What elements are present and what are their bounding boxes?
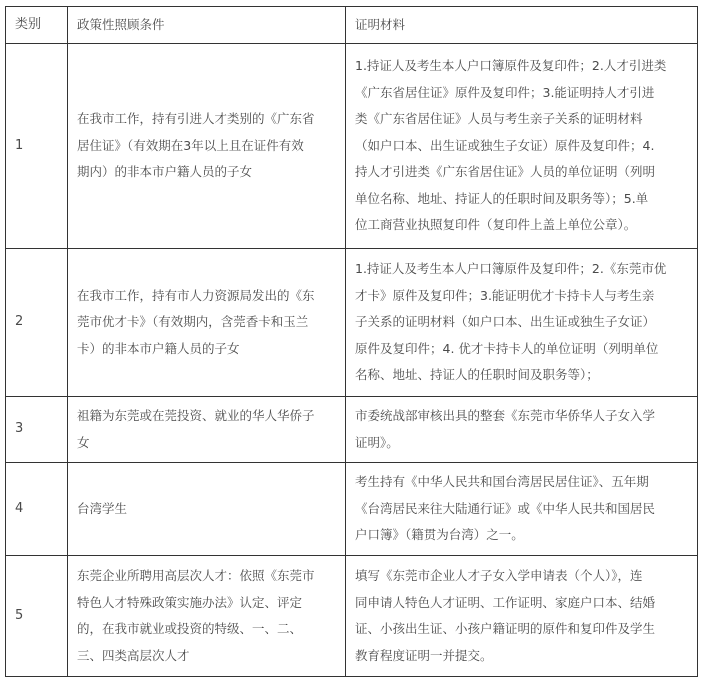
materials-cell-line: 市委统战部审核出具的整套《东莞市华侨华人子女入学 (355, 408, 656, 423)
materials-cell-line: 证明》。 (355, 434, 399, 450)
materials-cell-line: 《广东省居住证》原件及复印件；3.能证明持人才引进 (355, 84, 655, 100)
condition-cell (68, 556, 346, 677)
condition-cell-line: 祖籍为东莞或在莞投资、就业的华人华侨子 (77, 408, 315, 423)
table-row (6, 249, 698, 397)
category-cell: 3 (6, 397, 68, 463)
condition-cell-line: 居住证》（有效期在3年以上且在证件有效 (77, 137, 304, 153)
condition-cell (68, 463, 346, 556)
condition-cell-line: 在我市工作，持有引进人才类别的《广东省 (77, 111, 315, 127)
category-cell: 2 (6, 249, 68, 397)
condition-cell-line: 台湾学生 (77, 500, 128, 516)
table-row (6, 556, 698, 677)
materials-cell (346, 463, 698, 556)
category-cell: 1 (6, 44, 68, 249)
table-row (6, 463, 698, 556)
policy-table (5, 6, 698, 677)
condition-cell-line: 卡）的非本市户籍人员的子女 (77, 340, 240, 356)
condition-cell (68, 44, 346, 249)
materials-cell-line: 考生持有《中华人民共和国台湾居民居住证》、五年期 (355, 474, 649, 490)
materials-cell-line: 填写《东莞市企业人才子女入学申请表（个人）》，连 (355, 568, 643, 583)
table-header-row (6, 7, 698, 44)
materials-cell-line: 原件及复印件；4. 优才卡持卡人的单位证明（列明单位 (355, 340, 659, 356)
materials-cell (346, 44, 698, 249)
header-condition: 政策性照顾条件 (68, 7, 346, 44)
materials-cell (346, 397, 698, 463)
materials-cell-line: 位工商营业执照复印件（复印件上盖上单位公章）。 (355, 217, 637, 233)
category-cell: 4 (6, 463, 68, 556)
table-row (6, 397, 698, 463)
materials-cell-line: 名称、地址、持证人的任职时间及职务等）； (355, 367, 599, 383)
condition-cell-line: 女 (77, 434, 90, 450)
condition-cell-line: 在我市工作，持有市人力资源局发出的《东 (77, 287, 315, 303)
condition-cell-line: 特色人才特殊政策实施办法》认定、评定 (77, 594, 303, 610)
materials-cell-line: 子关系的证明材料（如户口本、出生证或独生子女证） (355, 314, 656, 330)
materials-cell-line: 户口簿》（籍贯为台湾）之一。 (355, 527, 524, 543)
materials-cell-line: 1.持证人及考生本人户口簿原件及复印件；2.《东莞市优 (355, 261, 667, 277)
header-category: 类别 (6, 7, 68, 44)
condition-cell-line: 的，在我市就业或投资的特级、一、二、 (77, 621, 303, 636)
materials-cell-line: 持人才引进类《广东省居住证》人员的单位证明（列明 (355, 164, 656, 180)
materials-cell (346, 249, 698, 397)
condition-cell (68, 249, 346, 397)
header-materials: 证明材料 (346, 7, 698, 44)
materials-cell-line: 证、小孩出生证、小孩户籍证明的原件和复印件及学生 (355, 621, 656, 636)
materials-cell-line: 《台湾居民来往大陆通行证》或《中华人民共和国居民 (355, 500, 656, 516)
table-row (6, 44, 698, 249)
materials-cell-line: 单位名称、地址、持证人的任职时间及职务等）；5.单 (355, 190, 649, 206)
materials-cell-line: 1.持证人及考生本人户口簿原件及复印件；2.人才引进类 (355, 58, 667, 74)
materials-cell-line: 类《广东省居住证》人员与考生亲子关系的证明材料 (355, 111, 643, 127)
materials-cell-line: （如户口本、出生证或独生子女证）原件及复印件；4. (355, 137, 655, 153)
condition-cell-line: 期内）的非本市户籍人员的子女 (77, 164, 253, 180)
category-cell: 5 (6, 556, 68, 677)
materials-cell-line: 教育程度证明一并提交。 (355, 647, 493, 663)
condition-cell-line: 三、四类高层次人才 (77, 647, 190, 663)
materials-cell (346, 556, 698, 677)
condition-cell-line: 东莞企业所聘用高层次人才：依照《东莞市 (77, 568, 315, 583)
materials-cell-line: 同申请人特色人才证明、工作证明、家庭户口本、结婚 (355, 594, 656, 610)
materials-cell-line: 才卡》原件及复印件；3.能证明优才卡持卡人与考生亲 (355, 287, 655, 303)
condition-cell-line: 莞市优才卡》（有效期内，含莞香卡和玉兰 (77, 314, 309, 330)
condition-cell (68, 397, 346, 463)
